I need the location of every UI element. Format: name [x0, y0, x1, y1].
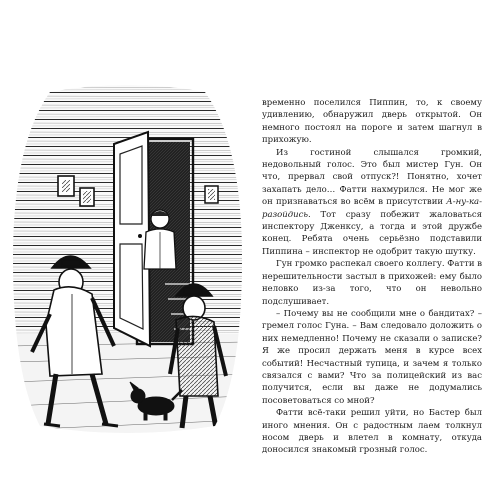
- emphasis-name: А-ну-ка-разойдись: [262, 197, 482, 220]
- paragraph-segment: . Тот сразу побежит жаловаться инспектору Дженксу, а тогда и этой дружбе конец. Ребята очень серьёзно подставили Пиппина – инспектор не одобрит такую шутку.: [262, 209, 482, 257]
- paragraph: Гун громко распекал своего коллегу. Фатти в нерешительности застыл в прихожей: ему было неловко из-за того, что он невольно подслушивает.: [262, 259, 482, 307]
- paragraph: – Почему вы не сообщили мне о бандитах? – гремел голос Гуна. – Вам следовало доложить о них немедленно! Почему не сказали о записке? Я же просил держать меня в курсе всех событий! Несчастный тупица, и зачем я только связался с вами? Что за полицейский из вас получится, если вы даже не додумались посоветоваться со мной?: [262, 308, 482, 406]
- paragraph: [262, 147, 482, 259]
- paragraph-segment: Из гостиной слышался громкий, недовольный голос. Это был мистер Гун. Он что, прервал свой отпуск?! Понятно, хочет захапать дело… Фатти нахмурился. Не мог же он признаваться во всём в присутствии: [262, 147, 482, 208]
- paragraph: временно поселился Пиппин, то, к своему удивлению, обнаружил дверь открытой. Он немного постоял на пороге и затем шагнул в прихожую.: [262, 98, 482, 146]
- story-text-column: [262, 97, 482, 457]
- paragraph: Фатти всё-таки решил уйти, но Бастер был иного мнения. Он с радостным лаем толкнул носом дверь и влетел в комнату, откуда доносился знакомый грозный голос.: [262, 408, 482, 456]
- illustration-policemen-at-door: [10, 84, 245, 434]
